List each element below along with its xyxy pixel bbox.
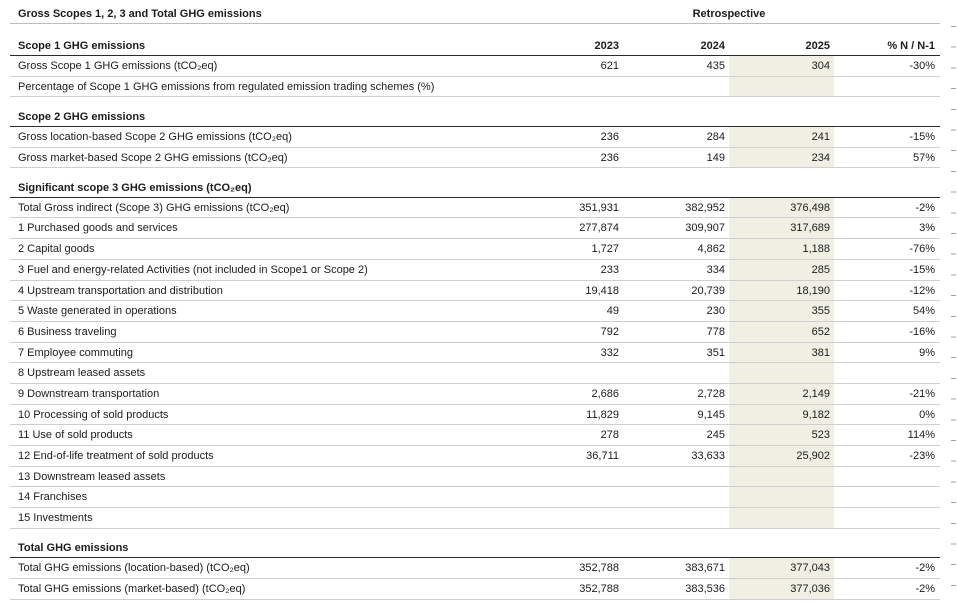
row-label: 1 Purchased goods and services — [18, 222, 178, 235]
value-2025: 25,902 — [729, 446, 834, 466]
row-label: Gross market-based Scope 2 GHG emissions (tCO₂eq) — [18, 151, 288, 164]
row-label: Percentage of Scope 1 GHG emissions from regulated emission trading schemes (%) — [18, 80, 435, 93]
value-2023 — [520, 363, 624, 383]
row-label: 15 Investments — [18, 512, 93, 525]
value-2023 — [520, 77, 624, 97]
section-heading: Scope 2 GHG emissions — [18, 110, 146, 123]
value-change-pct: 9% — [919, 346, 935, 359]
column-header-2025: 2025 — [805, 40, 830, 52]
table-title: Gross Scopes 1, 2, 3 and Total GHG emissions — [18, 8, 262, 20]
value-2024: 9,145 — [697, 408, 725, 421]
value-2025: 9,182 — [729, 405, 834, 425]
value-2024: 4,862 — [697, 243, 725, 256]
value-2025 — [729, 508, 834, 528]
table-row — [10, 198, 940, 219]
table-row — [10, 260, 940, 281]
table-row — [10, 148, 940, 169]
value-change-pct: -12% — [909, 284, 935, 297]
retrospective-header: Retrospective — [692, 8, 766, 20]
row-label: Total GHG emissions (market-based) (tCO₂eq) — [18, 582, 246, 595]
row-label: 4 Upstream transportation and distribution — [18, 284, 223, 297]
value-change-pct — [834, 508, 940, 528]
value-2025: 377,036 — [729, 579, 834, 599]
value-change-pct: 57% — [912, 151, 935, 164]
value-change-pct: 54% — [912, 305, 935, 318]
value-2025: 317,689 — [729, 218, 834, 238]
table-row — [10, 384, 940, 405]
value-2025: 376,498 — [729, 198, 834, 218]
value-change-pct: -15% — [909, 130, 935, 143]
value-2024: 309,907 — [685, 222, 725, 235]
row-label: Total GHG emissions (location-based) (tCO₂eq) — [18, 562, 250, 575]
row-label: 11 Use of sold products — [18, 429, 133, 442]
value-2023: 278 — [600, 429, 619, 442]
section-heading: Significant scope 3 GHG emissions (tCO₂eq) — [18, 181, 252, 194]
value-change-pct — [834, 487, 940, 507]
value-2024: 351 — [706, 346, 725, 359]
value-change-pct — [834, 363, 940, 383]
value-2023: 621 — [600, 60, 619, 72]
value-2024 — [624, 467, 729, 487]
row-label: 8 Upstream leased assets — [18, 367, 146, 380]
table-row — [10, 425, 940, 446]
value-change-pct: -16% — [909, 325, 935, 338]
value-change-pct: -30% — [909, 60, 935, 72]
section-heading-row — [10, 168, 940, 198]
table-row — [10, 343, 940, 364]
table-row — [10, 239, 940, 260]
value-change-pct: -2% — [915, 562, 935, 575]
value-2025: 1,188 — [729, 239, 834, 259]
row-label: 13 Downstream leased assets — [18, 470, 166, 483]
value-change-pct: 3% — [919, 222, 935, 235]
value-change-pct — [834, 467, 940, 487]
value-2025: 241 — [729, 127, 834, 147]
row-label: 2 Capital goods — [18, 243, 95, 256]
value-2023: 351,931 — [579, 201, 619, 214]
emissions-table — [10, 24, 940, 600]
row-label: Gross Scope 1 GHG emissions (tCO₂eq) — [18, 60, 218, 72]
row-label: 6 Business traveling — [18, 325, 117, 338]
table-row — [10, 127, 940, 148]
row-label: 7 Employee commuting — [18, 346, 133, 359]
value-2023: 352,788 — [579, 562, 619, 575]
table-title-row — [10, 0, 940, 24]
value-2023: 1,727 — [591, 243, 619, 256]
table-row — [10, 56, 940, 77]
section-heading-row — [10, 529, 940, 559]
value-2023 — [520, 467, 624, 487]
value-2024: 284 — [706, 130, 725, 143]
value-2023 — [520, 487, 624, 507]
value-2024: 149 — [706, 151, 725, 164]
table-row — [10, 558, 940, 579]
value-2024: 245 — [706, 429, 725, 442]
value-2023: 19,418 — [585, 284, 619, 297]
value-2023: 49 — [606, 305, 619, 318]
value-2023: 277,874 — [579, 222, 619, 235]
value-change-pct: -21% — [909, 387, 935, 400]
value-2023: 792 — [600, 325, 619, 338]
value-2024: 778 — [706, 325, 725, 338]
value-2023: 2,686 — [591, 387, 619, 400]
table-row — [10, 77, 940, 98]
value-2023 — [520, 508, 624, 528]
row-label: Gross location-based Scope 2 GHG emissions (tCO₂eq) — [18, 130, 292, 143]
value-2024: 334 — [706, 263, 725, 276]
section-heading: Total GHG emissions — [18, 542, 129, 555]
value-2025 — [729, 363, 834, 383]
value-2023: 236 — [600, 130, 619, 143]
row-label: 14 Franchises — [18, 491, 88, 504]
value-2023: 233 — [600, 263, 619, 276]
row-label: 10 Processing of sold products — [18, 408, 169, 421]
section-heading: Scope 1 GHG emissions — [18, 40, 146, 52]
table-row — [10, 487, 940, 508]
value-2024: 383,536 — [685, 582, 725, 595]
column-header-change-pct: % N / N-1 — [887, 40, 935, 52]
value-2024: 20,739 — [691, 284, 725, 297]
value-2025: 652 — [729, 322, 834, 342]
value-2024: 382,952 — [685, 201, 725, 214]
value-change-pct: -23% — [909, 450, 935, 462]
value-2025 — [729, 467, 834, 487]
value-2023: 11,829 — [586, 408, 619, 421]
row-label: 9 Downstream transportation — [18, 387, 160, 400]
value-2025: 18,190 — [729, 281, 834, 301]
value-2024: 435 — [706, 60, 725, 72]
column-header-2023: 2023 — [594, 40, 619, 52]
value-2025: 285 — [729, 260, 834, 280]
row-label: Total Gross indirect (Scope 3) GHG emissions (tCO₂eq) — [18, 201, 290, 214]
value-2024: 383,671 — [685, 562, 725, 575]
row-label: 12 End-of-life treatment of sold products — [18, 450, 214, 462]
value-2025 — [729, 77, 834, 97]
value-2025: 523 — [729, 425, 834, 445]
value-2024: 2,728 — [697, 387, 725, 400]
value-2025: 234 — [729, 148, 834, 168]
value-2023: 352,788 — [579, 582, 619, 595]
row-label: 5 Waste generated in operations — [18, 305, 177, 318]
table-row — [10, 363, 940, 384]
value-2025: 355 — [729, 301, 834, 321]
section-heading-row — [10, 24, 940, 56]
value-2023: 332 — [600, 346, 619, 359]
table-row — [10, 467, 940, 488]
value-change-pct: -2% — [915, 582, 935, 595]
value-2025: 381 — [729, 343, 834, 363]
table-row — [10, 579, 940, 600]
value-2023: 236 — [600, 151, 619, 164]
column-header-2024: 2024 — [700, 40, 725, 52]
value-2023: 36,711 — [586, 450, 619, 462]
value-2024 — [624, 77, 729, 97]
value-2024: 230 — [706, 305, 725, 318]
value-2025: 2,149 — [729, 384, 834, 404]
section-heading-row — [10, 97, 940, 127]
value-change-pct: -76% — [909, 243, 935, 256]
value-change-pct — [834, 77, 940, 97]
value-2025: 377,043 — [729, 558, 834, 578]
table-row — [10, 281, 940, 302]
value-2024 — [624, 508, 729, 528]
value-2024 — [624, 487, 729, 507]
table-row — [10, 322, 940, 343]
table-row — [10, 301, 940, 322]
table-row — [10, 508, 940, 529]
table-row — [10, 218, 940, 239]
row-label: 3 Fuel and energy-related Activities (not included in Scope1 or Scope 2) — [18, 263, 368, 276]
value-change-pct: 114% — [907, 429, 935, 442]
value-2024: 33,633 — [691, 450, 725, 462]
table-row — [10, 405, 940, 426]
table-row — [10, 446, 940, 467]
value-2025 — [729, 487, 834, 507]
value-change-pct: 0% — [919, 408, 935, 421]
value-2025: 304 — [729, 56, 834, 76]
value-change-pct: -15% — [909, 263, 935, 276]
value-change-pct: -2% — [915, 201, 935, 214]
edge-tick-marks — [951, 26, 956, 601]
value-2024 — [624, 363, 729, 383]
